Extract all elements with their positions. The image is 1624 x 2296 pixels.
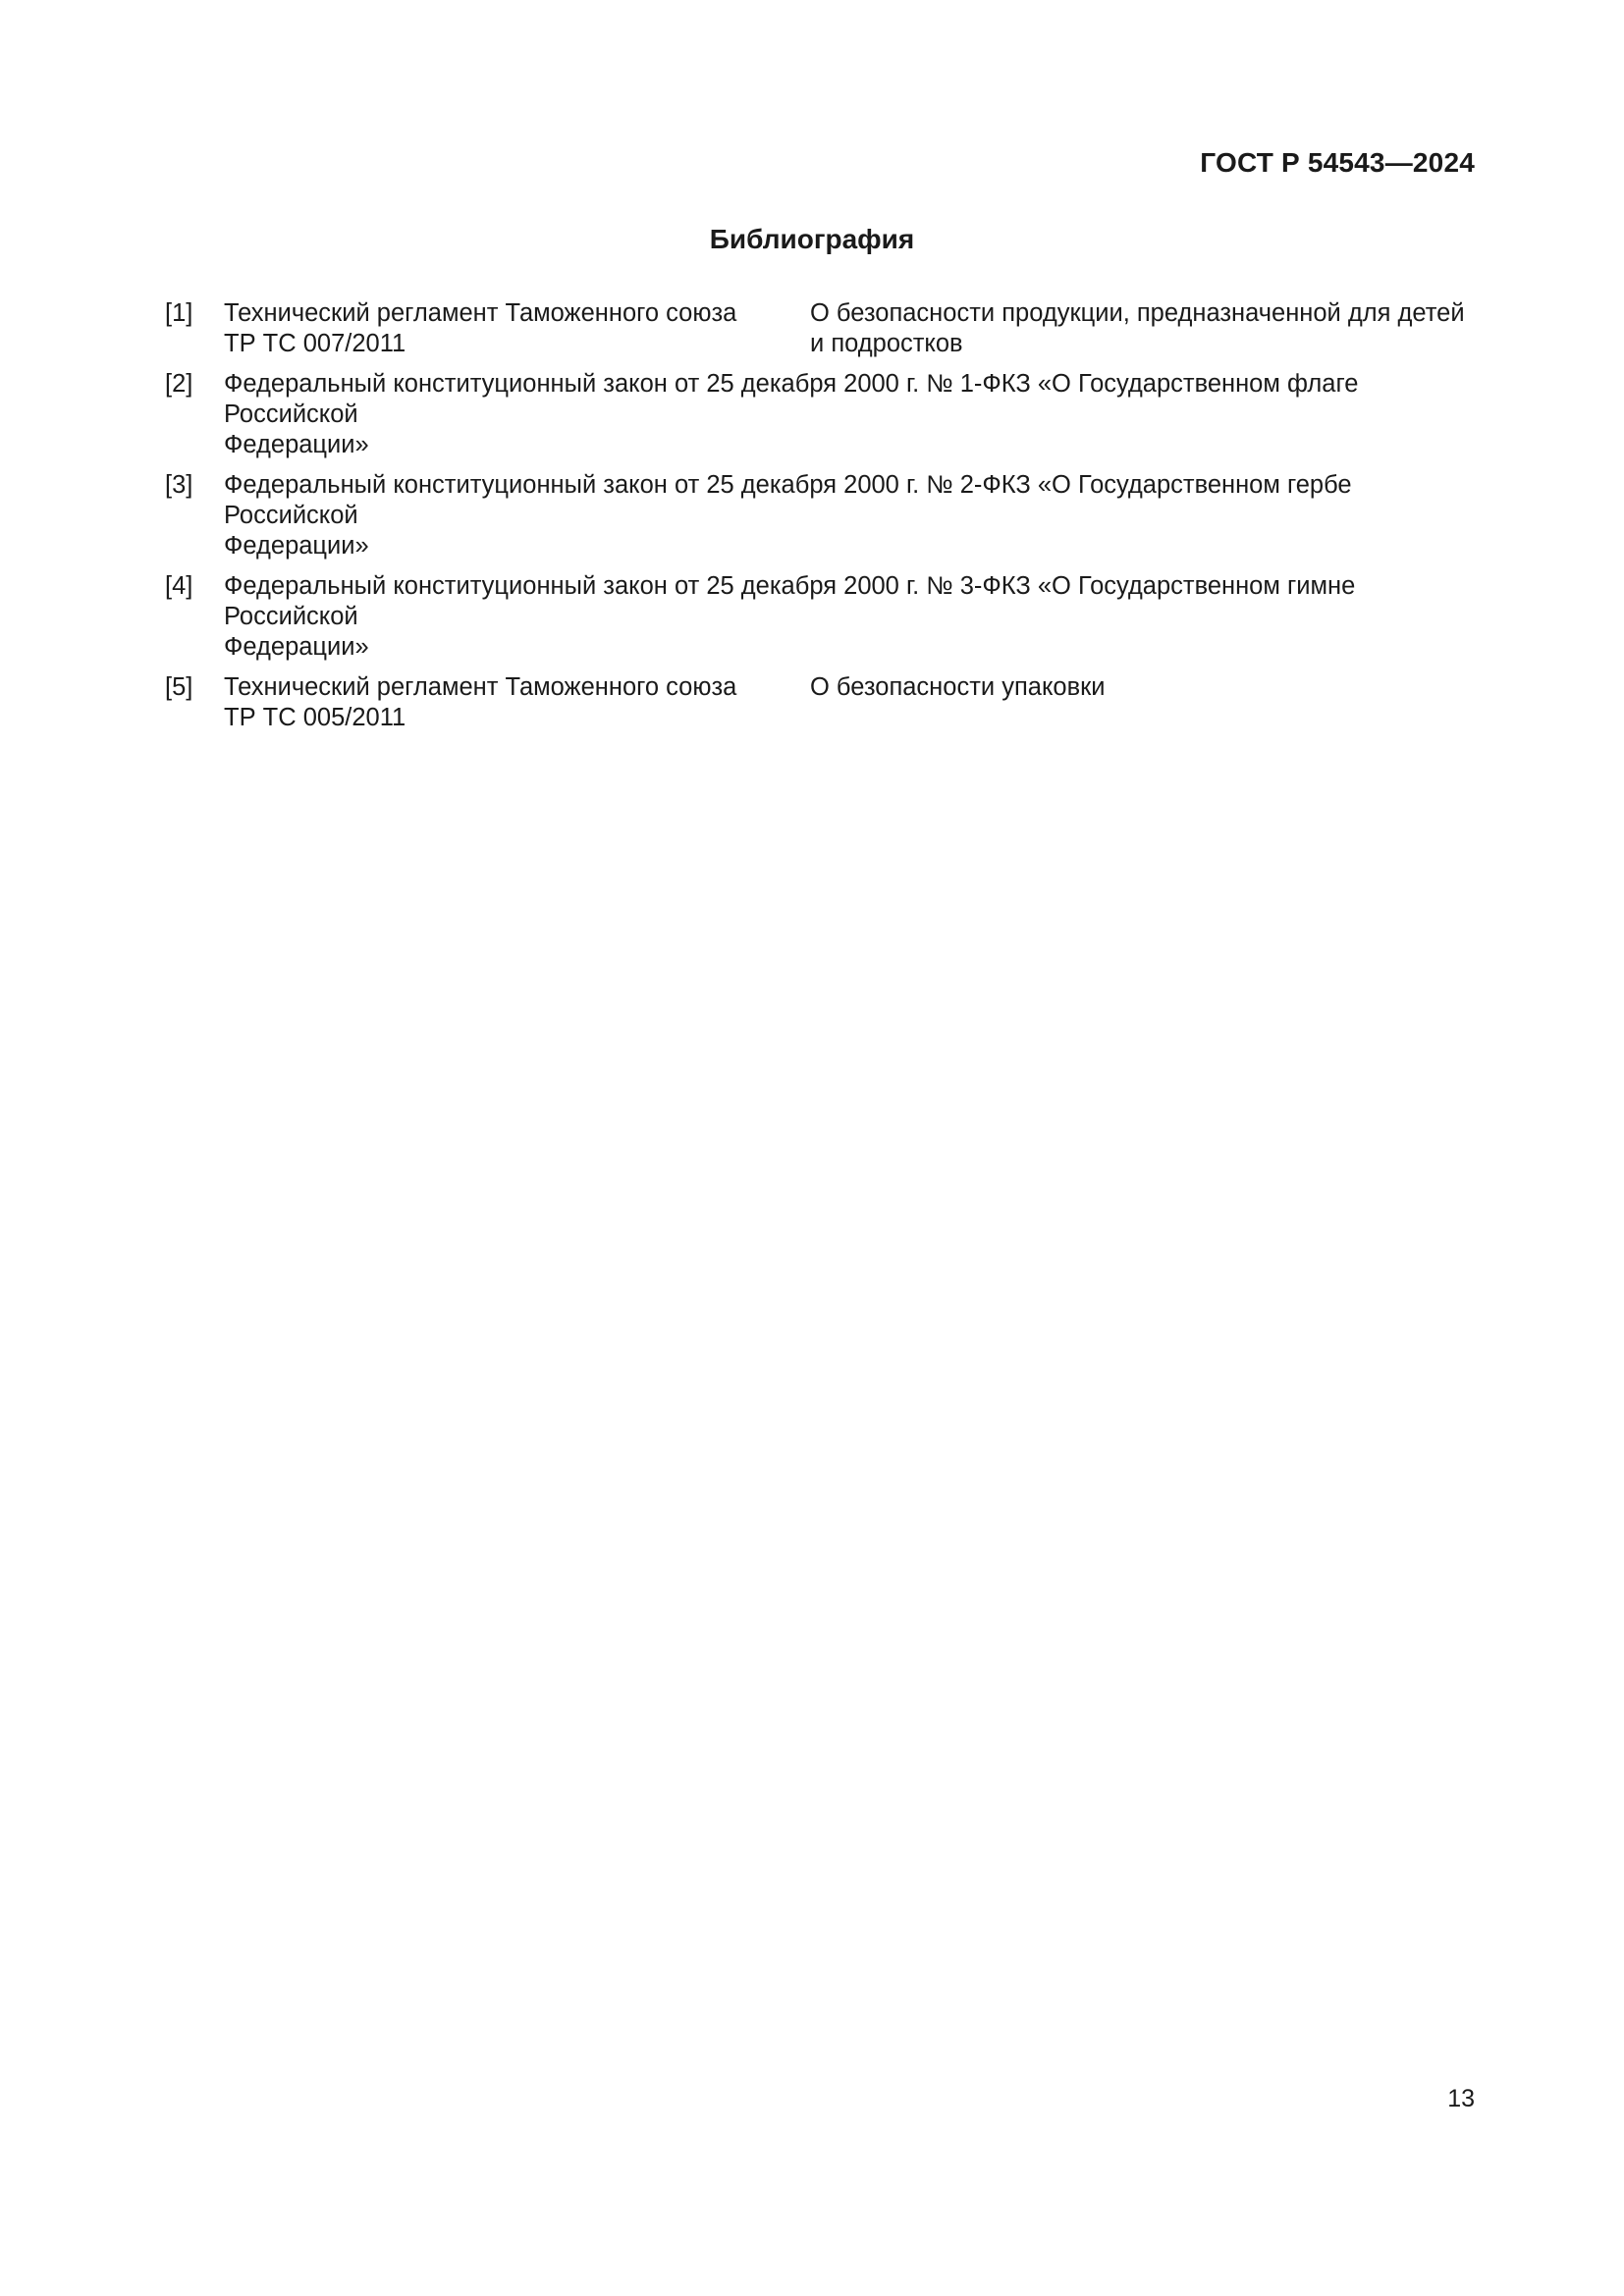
page-number: 13: [1447, 2085, 1475, 2112]
bibliography-entry-3: [165, 470, 1471, 561]
entry-text-line: Федеральный конституционный закон от 25 декабря 2000 г. № 1-ФКЗ «О Государственном флаге Российской: [224, 370, 1359, 428]
entry-number: [5]: [165, 673, 193, 701]
bibliography-entry-4: [165, 571, 1471, 663]
entry-title: [810, 298, 1471, 359]
entry-text-line: Федерации»: [224, 633, 369, 661]
bibliography-entry-5: [165, 672, 1471, 733]
entry-text: [224, 571, 1471, 663]
entry-title-line: О безопасности продукции, предназначенной для детей: [810, 299, 1465, 327]
entry-source-line: Технический регламент Таможенного союза: [224, 299, 737, 327]
entry-number: [3]: [165, 471, 193, 499]
entry-text-line: Федеральный конституционный закон от 25 декабря 2000 г. № 3-ФКЗ «О Государственном гимне Российской: [224, 572, 1356, 630]
entry-source: [224, 298, 810, 359]
entry-source: [224, 672, 810, 733]
entry-text: [224, 369, 1471, 460]
entry-text: [224, 470, 1471, 561]
entry-title: [810, 672, 1471, 733]
bibliography-entry-1: [165, 298, 1471, 359]
entry-text-line: Федерации»: [224, 431, 369, 458]
document-code: ГОСТ Р 54543—2024: [1200, 147, 1475, 178]
bibliography-list: [165, 298, 1471, 743]
entry-source-code: ТР ТС 007/2011: [224, 330, 406, 357]
entry-text-line: Федеральный конституционный закон от 25 декабря 2000 г. № 2-ФКЗ «О Государственном гербе Российской: [224, 471, 1352, 529]
entry-number: [1]: [165, 299, 193, 327]
entry-title-line: О безопасности упаковки: [810, 673, 1106, 701]
entry-source-line: Технический регламент Таможенного союза: [224, 673, 737, 701]
entry-number: [2]: [165, 370, 193, 398]
entry-text-line: Федерации»: [224, 532, 369, 560]
section-title: Библиография: [709, 224, 915, 254]
entry-number: [4]: [165, 572, 193, 600]
entry-title-line: и подростков: [810, 330, 963, 357]
entry-source-code: ТР ТС 005/2011: [224, 704, 406, 731]
bibliography-entry-2: [165, 369, 1471, 460]
